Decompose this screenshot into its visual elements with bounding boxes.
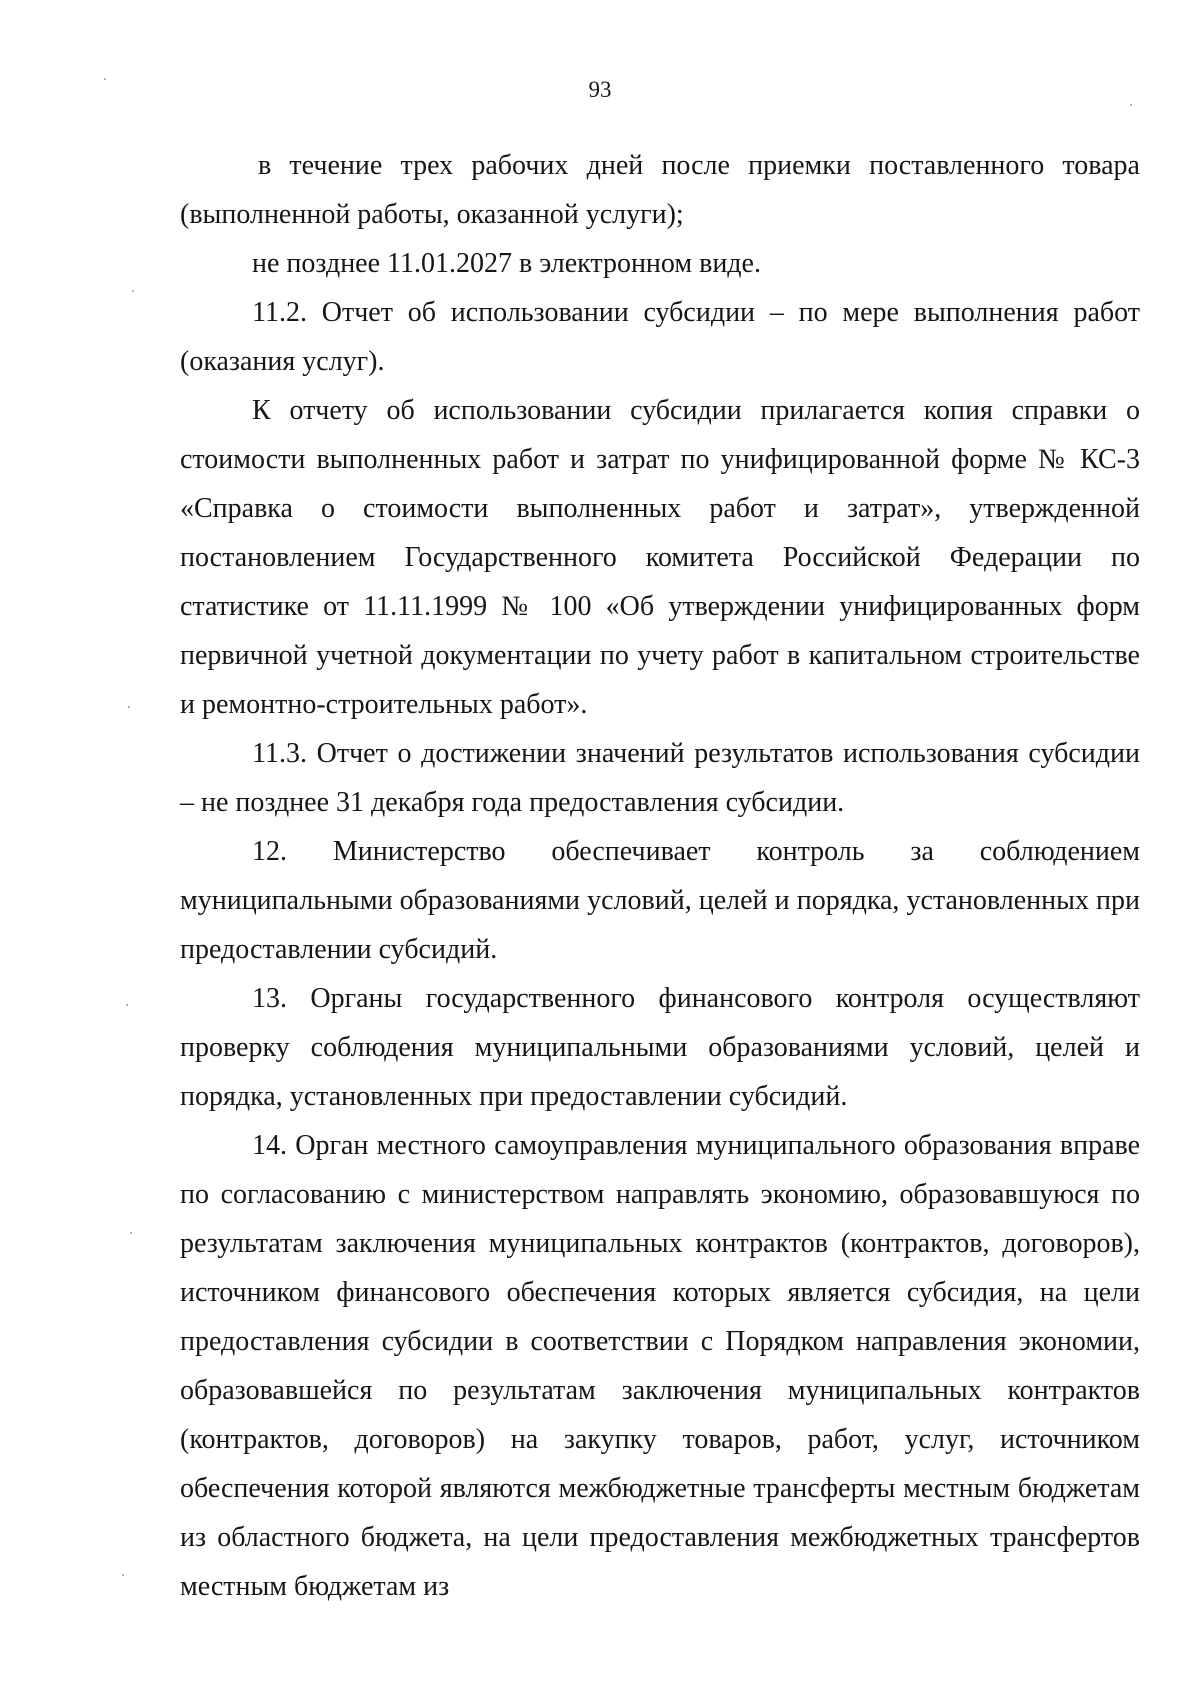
scan-speck [132,290,134,292]
scan-speck [122,1574,124,1576]
page-number: 93 [588,77,612,102]
paragraph-13: 13. Органы государственного финансового контроля осуществляют проверку соблюдения муниципальными образованиями условий, целей и порядка, установленных при предоставлении субсидий. [180,983,1140,1112]
scan-speck [126,1004,128,1006]
paragraph-electronic-deadline: не позднее 11.01.2027 в электронном виде. [252,248,761,279]
scan-speck [104,78,106,80]
scan-speck [1130,104,1132,106]
paragraph-11-3: 11.3. Отчет о достижении значений результатов использования субсидии – не позднее 31 декабря года предоставления субсидии. [180,738,1140,818]
scan-speck [130,1232,132,1234]
paragraph-14: 14. Орган местного самоуправления муниципального образования вправе по согласованию с министерством направлять экономию, образовавшуюся по результатам заключения муниципальных контрактов (контрактов, договоров), источником финансового обеспечения которых является субсидия, на цели предоставления субсидии в соответствии с Порядком направления экономии, образовавшейся по результатам заключения муниципальных контрактов (контрактов, договоров) на закупку товаров, работ, услуг, источником обеспечения которой являются межбюджетные трансферты местным бюджетам из областного бюджета, на цели предоставления межбюджетных трансфертов местным бюджетам из [180,1130,1140,1602]
paragraph-11-2: 11.2. Отчет об использовании субсидии – по мере выполнения работ (оказания услуг). [180,297,1140,377]
paragraph-ks3-attachment: К отчету об использовании субсидии прилагается копия справки о стоимости выполненных работ и затрат по унифицированной форме № КС-3 «Справка о стоимости выполненных работ и затрат», утвержденной постановлением Государственного комитета Российской Федерации по статистике от 11.11.1999 № 100 «Об утверждении унифицированных форм первичной учетной документации по учету работ в капитальном строительстве и ремонтно-строительных работ». [180,395,1140,720]
paragraph-12: 12. Министерство обеспечивает контроль за соблюдением муниципальными образованиями условий, целей и порядка, установленных при предоставлении субсидий. [180,836,1140,965]
document-body [180,141,1140,1611]
paragraph-report-deadline-continuation: в течение трех рабочих дней после приемки поставленного товара (выполненной работы, оказанной услуги); [180,150,1140,230]
scan-speck [128,706,130,708]
